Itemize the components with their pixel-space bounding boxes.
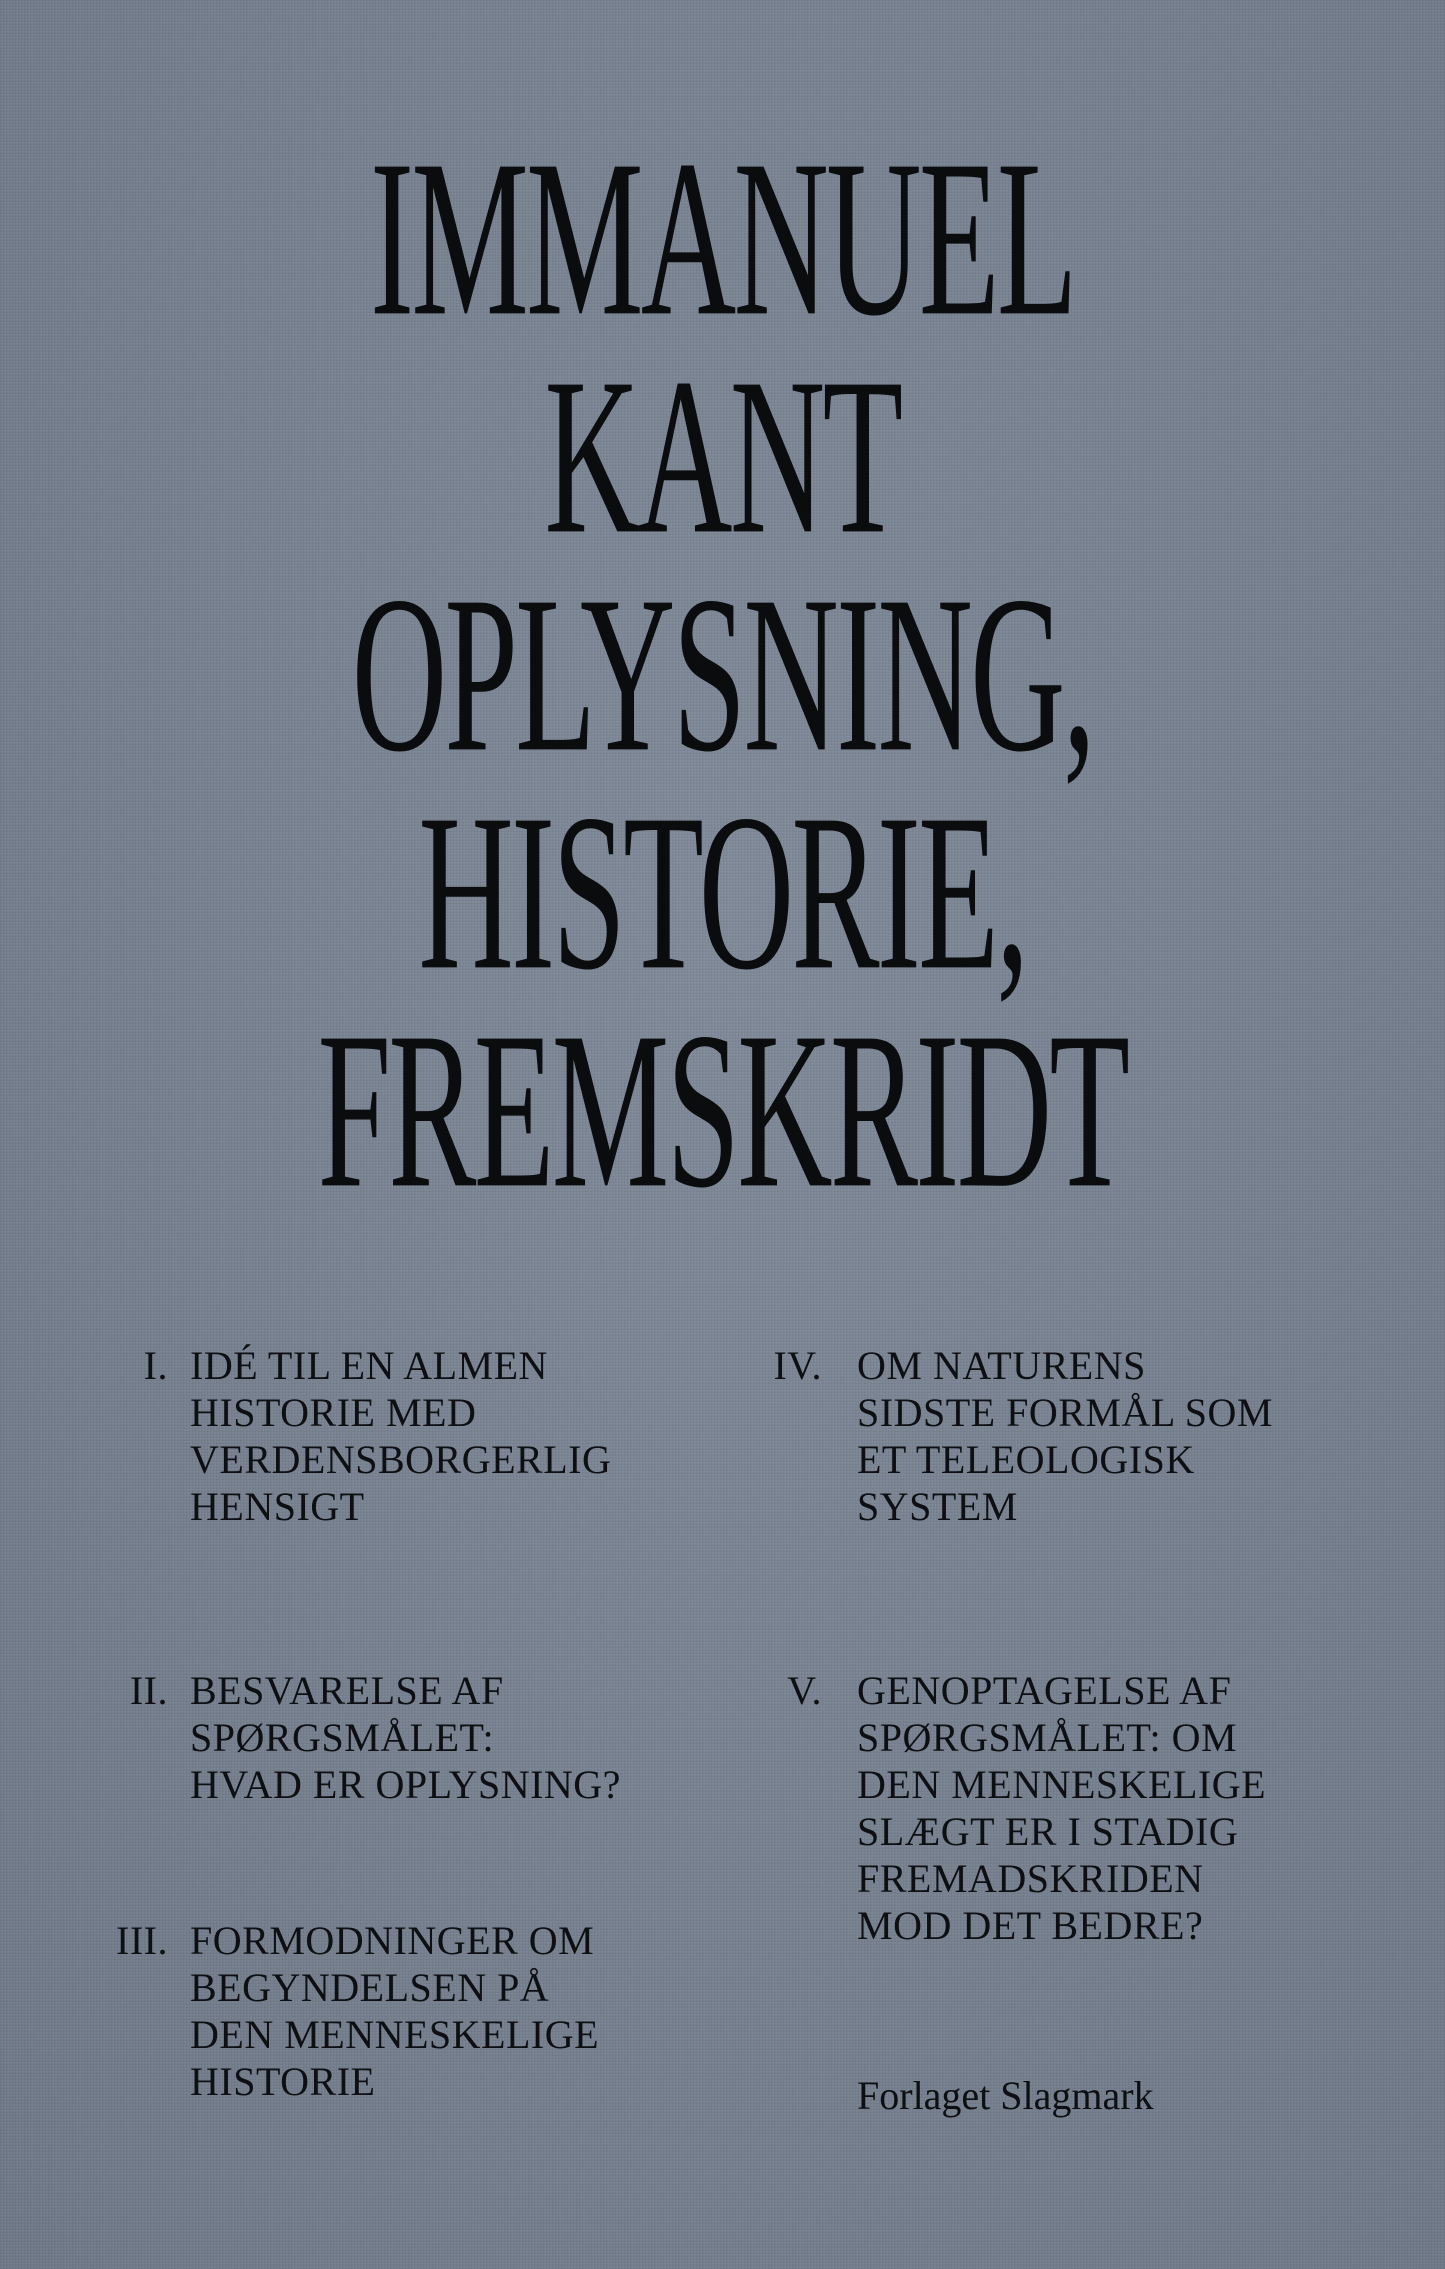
entry-title: OM NATURENS SIDSTE FORMÅL SOM ET TELEOLOGISK SYSTEM [857, 1343, 1273, 1529]
entry-number: V. [787, 1668, 822, 1713]
entry-title: IDÉ TIL EN ALMEN HISTORIE MED VERDENSBORGERLIG HENSIGT [190, 1343, 612, 1529]
title-line-3: FREMSKRIDT [317, 987, 1128, 1235]
title-line-1: OPLYSNING, [351, 551, 1094, 799]
entry-number: I. [143, 1343, 168, 1388]
title-line-2: HISTORIE, [418, 769, 1027, 1017]
entry-number: III. [116, 1918, 168, 1963]
contents-list [0, 1342, 1445, 2142]
entry-title: BESVARELSE AF SPØRGSMÅLET: HVAD ER OPLYSNING? [190, 1668, 621, 1807]
entry-number: II. [129, 1668, 168, 1713]
entry-number: IV. [773, 1343, 822, 1388]
author-last-name: KANT [544, 333, 901, 581]
entry-title: GENOPTAGELSE AF SPØRGSMÅLET: OM DEN MENNESKELIGE SLÆGT ER I STADIG FREMADSKRIDEN MOD DET BEDRE? [857, 1668, 1267, 1948]
entry-title: FORMODNINGER OM BEGYNDELSEN PÅ DEN MENNESKELIGE HISTORIE [190, 1918, 600, 2104]
author-first-name: IMMANUEL [370, 115, 1075, 363]
publisher-name: Forlaget Slagmark [857, 2073, 1154, 2118]
